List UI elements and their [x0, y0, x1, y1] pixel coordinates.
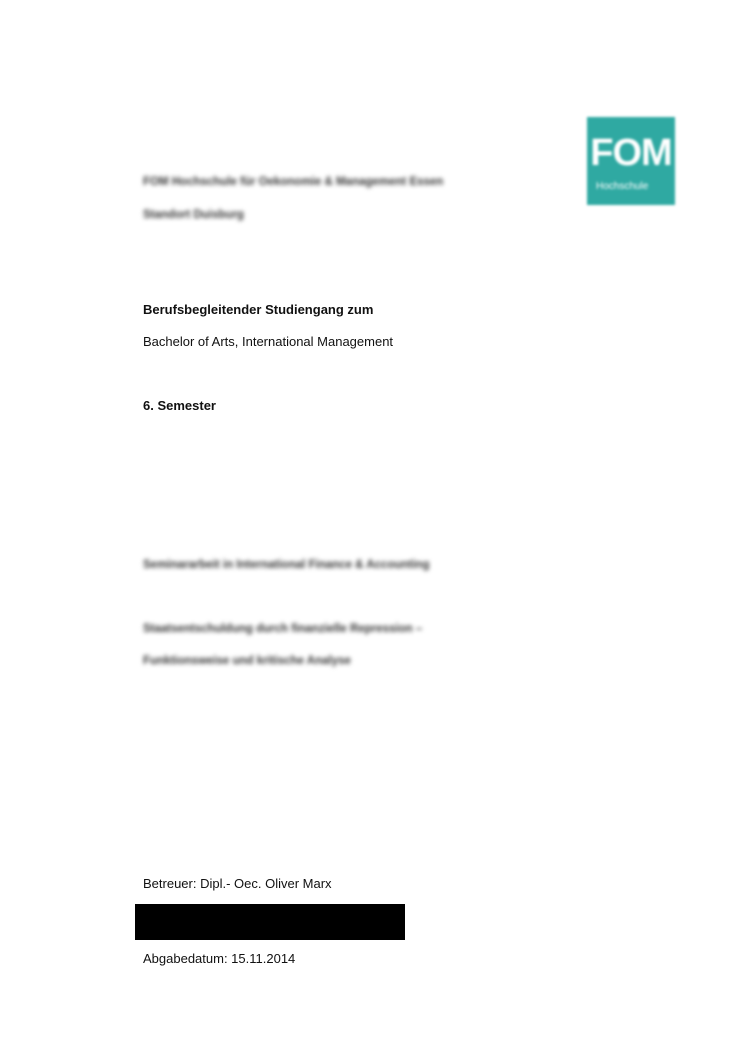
supervisor-line: Betreuer: Dipl.- Oec. Oliver Marx	[143, 876, 332, 891]
fom-logo	[587, 117, 675, 205]
campus-location: Standort Duisburg	[143, 209, 244, 221]
submission-date: Abgabedatum: 15.11.2014	[143, 951, 296, 966]
work-type: Seminararbeit in International Finance & Accounting	[143, 559, 430, 571]
logo-wordmark: FOM	[590, 132, 672, 174]
logo-subtitle: Hochschule	[596, 181, 649, 192]
work-title-line-2: Funktionsweise und kritische Analyse	[143, 655, 351, 667]
redaction-bar	[135, 904, 405, 940]
degree-name: Bachelor of Arts, International Management	[143, 334, 394, 349]
institution-name: FOM Hochschule für Oekonomie & Management Essen	[143, 176, 444, 188]
work-title-line-1: Staatsentschuldung durch finanzielle Repression –	[143, 623, 423, 635]
semester-label: 6. Semester	[143, 398, 216, 413]
program-intro: Berufsbegleitender Studiengang zum	[143, 302, 374, 317]
